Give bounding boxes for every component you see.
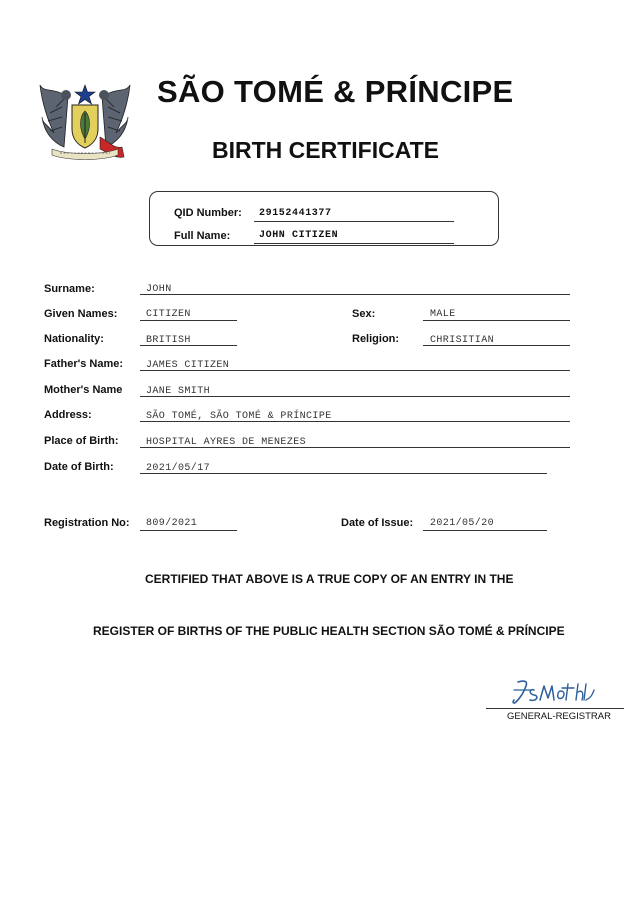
signature-line: [486, 708, 624, 709]
given-names-underline: [140, 320, 237, 321]
registration-no-value: 809/2021: [146, 518, 198, 529]
mothers-name-underline: [140, 396, 570, 397]
sex-label: Sex:: [352, 308, 376, 320]
full-name-label: Full Name:: [174, 230, 231, 242]
nationality-label: Nationality:: [44, 333, 104, 345]
certification-line-1: CERTIFIED THAT ABOVE IS A TRUE COPY OF AN ENTRY IN THE: [145, 572, 514, 586]
date-of-birth-label: Date of Birth:: [44, 461, 114, 473]
address-value: SÃO TOMÉ, SÃO TOMÉ & PRÍNCIPE: [146, 411, 332, 422]
address-underline: [140, 421, 570, 422]
country-title: SÃO TOMÉ & PRÍNCIPE: [157, 74, 514, 109]
nationality-underline: [140, 345, 237, 346]
religion-value: CHRISITIAN: [430, 335, 495, 346]
fathers-name-underline: [140, 370, 570, 371]
place-of-birth-underline: [140, 447, 570, 448]
surname-label: Surname:: [44, 283, 95, 295]
signature-icon: [510, 676, 596, 708]
certification-line-2: REGISTER OF BIRTHS OF THE PUBLIC HEALTH SECTION SÃO TOMÉ & PRÍNCIPE: [93, 624, 565, 638]
registration-no-label: Registration No:: [44, 517, 130, 529]
mothers-name-label: Mother's Name: [44, 384, 123, 396]
place-of-birth-label: Place of Birth:: [44, 435, 119, 447]
full-name-value: JOHN CITIZEN: [259, 230, 339, 241]
document-title: BIRTH CERTIFICATE: [212, 137, 440, 163]
religion-label: Religion:: [352, 333, 400, 345]
registration-no-underline: [140, 530, 237, 531]
date-of-issue-value: 2021/05/20: [430, 518, 495, 529]
date-of-issue-underline: [423, 530, 547, 531]
place-of-birth-value: HOSPITAL AYRES DE MENEZES: [146, 437, 307, 448]
date-of-birth-underline: [140, 473, 547, 474]
coat-of-arms-icon: [38, 77, 132, 161]
registrar-title: GENERAL-REGISTRAR: [507, 711, 611, 722]
mothers-name-value: JANE SMITH: [146, 386, 211, 397]
given-names-label: Given Names:: [44, 308, 118, 320]
surname-value: JOHN: [146, 284, 172, 295]
qid-underline: [254, 221, 454, 222]
qid-label: QID Number:: [174, 207, 242, 219]
address-label: Address:: [44, 409, 92, 421]
given-names-value: CITIZEN: [146, 309, 191, 320]
date-of-issue-label: Date of Issue:: [341, 517, 414, 529]
religion-underline: [423, 345, 570, 346]
qid-value: 29152441377: [259, 208, 332, 219]
fathers-name-value: JAMES CITIZEN: [146, 360, 230, 371]
surname-underline: [140, 294, 570, 295]
sex-value: MALE: [430, 309, 456, 320]
full-name-underline: [254, 243, 454, 244]
fathers-name-label: Father's Name:: [44, 358, 124, 370]
sex-underline: [423, 320, 570, 321]
date-of-birth-value: 2021/05/17: [146, 463, 211, 474]
nationality-value: BRITISH: [146, 335, 191, 346]
